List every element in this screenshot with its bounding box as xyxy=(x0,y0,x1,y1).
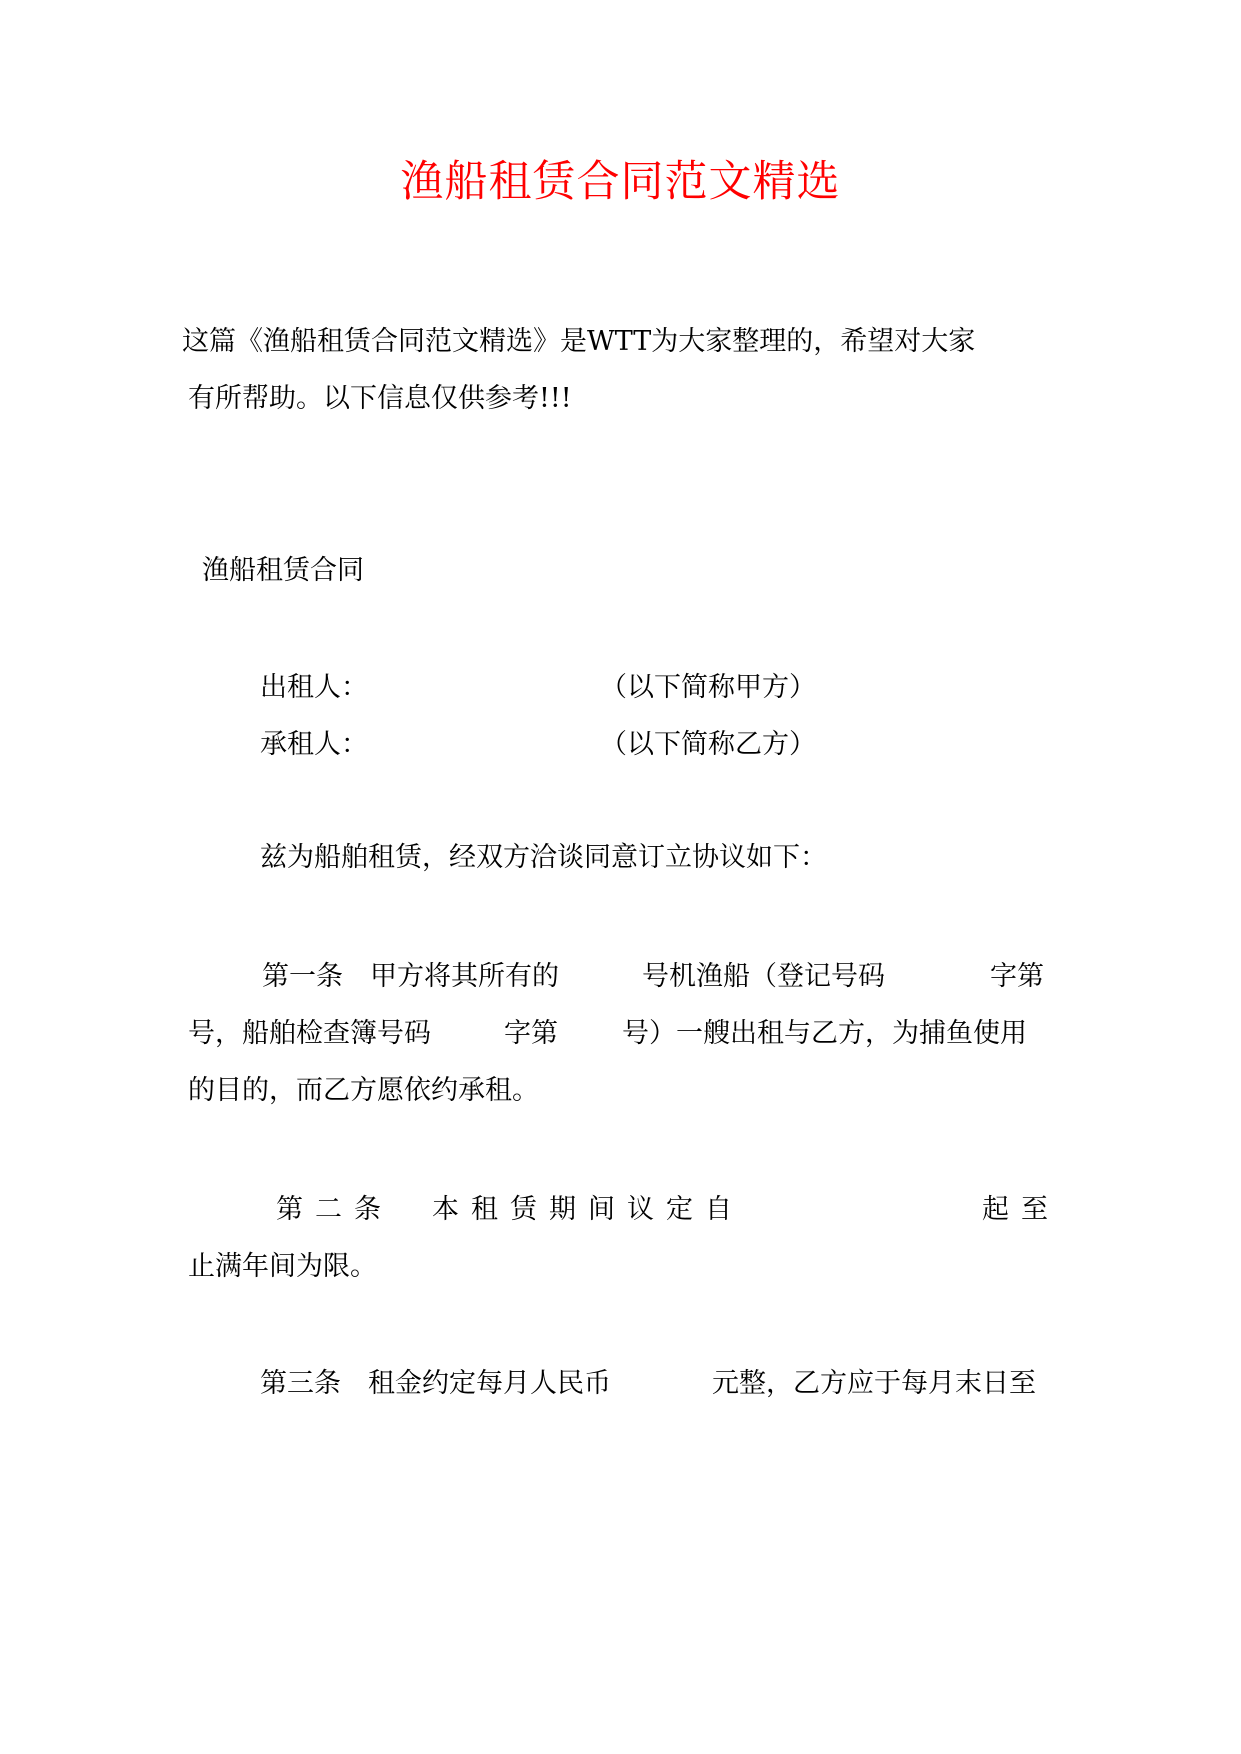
article1-line2-b: 字第 xyxy=(504,1018,558,1049)
article2-line2: 止满年间为限。 xyxy=(188,1251,377,1282)
document-title: 渔船租赁合同范文精选 xyxy=(400,157,841,207)
preamble: 兹为船舶租赁，经双方洽谈同意订立协议如下： xyxy=(260,842,827,873)
article2-line1-a: 第二条 本租赁期间议定自 xyxy=(276,1194,744,1225)
article3-line1-b: 元整，乙方应于每月末日至 xyxy=(712,1368,1036,1399)
article1-line3: 的目的，而乙方愿依约承租。 xyxy=(188,1075,539,1106)
article3-line1-a: 第三条 租金约定每月人民币 xyxy=(260,1368,611,1399)
lessee-label: 承租人： xyxy=(260,729,368,760)
lessor-label: 出租人： xyxy=(260,672,368,703)
article1-line1-b: 号机渔船（登记号码 xyxy=(642,961,885,992)
contract-heading: 渔船租赁合同 xyxy=(202,555,364,586)
article2-line1-b: 起至 xyxy=(982,1194,1060,1225)
article1-line2-c: 号）一艘出租与乙方，为捕鱼使用 xyxy=(622,1018,1027,1049)
article1-line1-c: 字第 xyxy=(990,961,1044,992)
intro-line-2: 有所帮助。以下信息仅供参考!!! xyxy=(188,383,572,414)
article1-line2-a: 号，船舶检查簿号码 xyxy=(188,1018,431,1049)
lessee-note: （以下简称乙方） xyxy=(600,729,816,760)
article1-line1-a: 第一条 甲方将其所有的 xyxy=(262,961,559,992)
lessor-note: （以下简称甲方） xyxy=(600,672,816,703)
intro-line-1: 这篇《渔船租赁合同范文精选》是WTT为大家整理的，希望对大家 xyxy=(182,326,976,357)
